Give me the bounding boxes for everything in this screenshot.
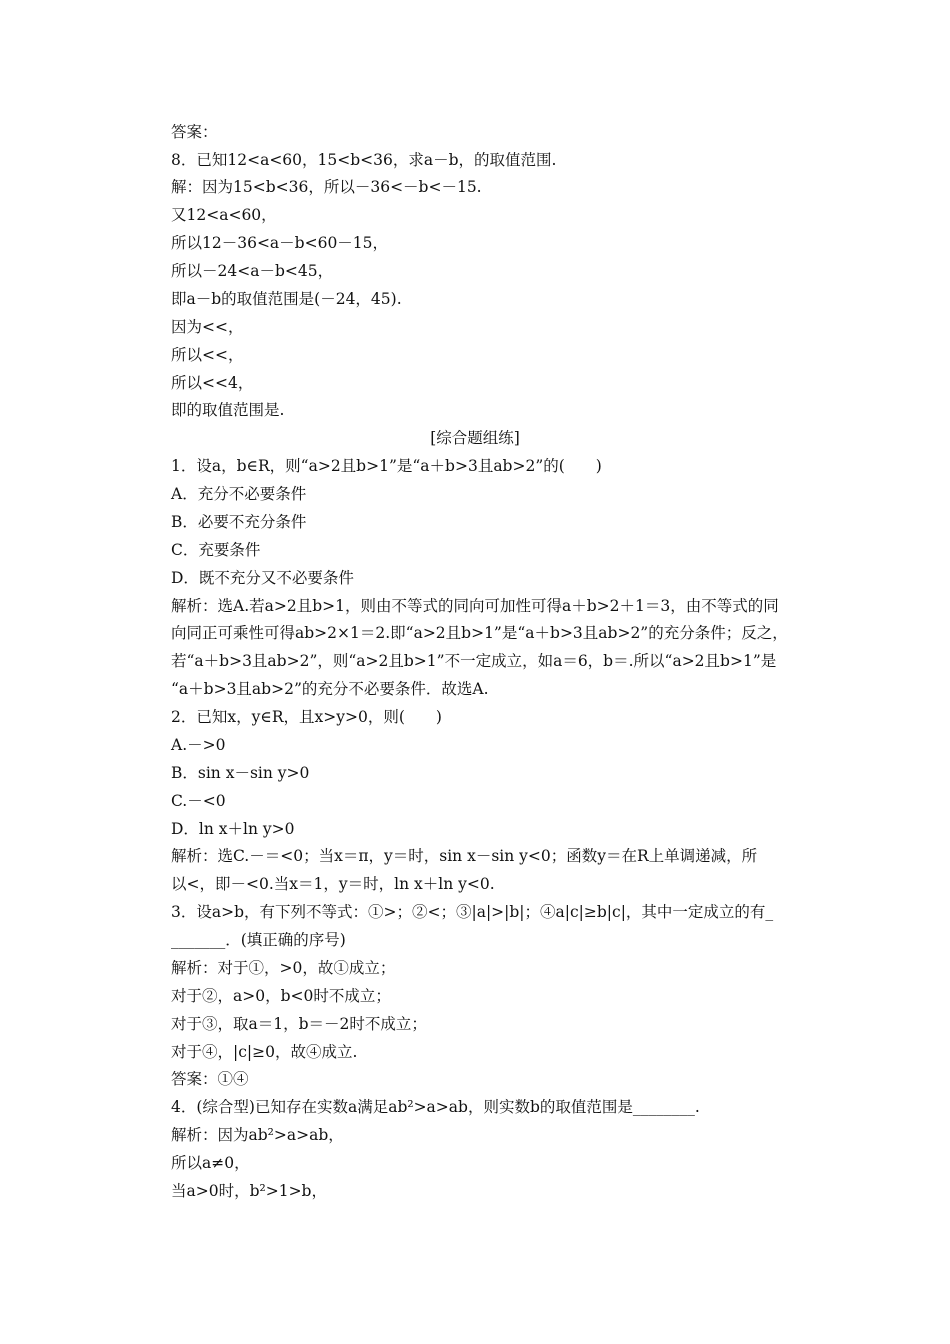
problem-2-option-d: D．ln x＋ln y>0 — [171, 820, 295, 838]
problem-3-statement-line-1: 3．设a>b，有下列不等式：①>；②<；③|a|>|b|；④a|c|≥b|c|，其中一定成立的有_ — [171, 903, 774, 921]
problem-2-option-c: C.－<0 — [171, 792, 226, 810]
section-heading: [综合题组练] — [430, 429, 520, 447]
solution-1-line-2: 向同正可乘性可得ab>2×1＝2.即“a>2且b>1”是“a＋b>3且ab>2”的充分条件；反之， — [171, 624, 788, 642]
problem-2-option-b: B．sin x－sin y>0 — [171, 764, 310, 782]
problem-4-statement: 4．(综合型)已知存在实数a满足ab²>a>ab，则实数b的取值范围是________. — [171, 1098, 700, 1116]
solution-3-line-4: 对于④，|c|≥0，故④成立. — [171, 1043, 358, 1061]
solution-8-line-5: 即a－b的取值范围是(－24，45). — [171, 290, 402, 308]
solution-8-line-4: 所以－24<a－b<45， — [171, 262, 334, 280]
solution-4-line-3: 当a>0时，b²>1>b， — [171, 1182, 327, 1200]
solution-8-line-3: 所以12－36<a－b<60－15， — [171, 234, 389, 252]
solution-4-line-1: 解析：因为ab²>a>ab， — [171, 1126, 344, 1144]
problem-1-statement: 1．设a，b∈R，则“a>2且b>1”是“a＋b>3且ab>2”的( ) — [171, 457, 602, 475]
problem-8-statement: 8．已知12<a<60，15<b<36，求a－b，的取值范围. — [171, 151, 557, 169]
solution-3-line-1: 解析：对于①，>0，故①成立； — [171, 959, 396, 977]
solution-3-line-3: 对于③，取a＝1，b＝－2时不成立； — [171, 1015, 427, 1033]
solution-8-line-9: 即的取值范围是. — [171, 401, 285, 419]
problem-3-statement-line-2: _______．(填正确的序号) — [171, 931, 346, 949]
problem-2-statement: 2．已知x，y∈R，且x>y>0，则( ) — [171, 708, 442, 726]
solution-8-line-1: 解：因为15<b<36，所以－36<－b<－15. — [171, 178, 482, 196]
solution-8-line-6: 因为<<， — [171, 318, 244, 336]
solution-4-line-2: 所以a≠0， — [171, 1154, 250, 1172]
solution-3-line-2: 对于②，a>0，b<0时不成立； — [171, 987, 391, 1005]
problem-1-option-d: D．既不充分又不必要条件 — [171, 569, 354, 587]
solution-8-line-8: 所以<<4， — [171, 374, 254, 392]
solution-1-line-1: 解析：选A.若a>2且b>1，则由不等式的同向可加性可得a＋b>2＋1＝3，由不等式的同 — [171, 597, 779, 615]
solution-1-line-3: 若“a＋b>3且ab>2”，则“a>2且b>1”不一定成立，如a＝6，b＝.所以“a>2且b>1”是 — [171, 652, 777, 670]
problem-1-option-c: C．充要条件 — [171, 541, 261, 559]
solution-1-line-4: “a＋b>3且ab>2”的充分不必要条件．故选A. — [171, 680, 489, 698]
solution-8-line-2: 又12<a<60， — [171, 206, 277, 224]
solution-2-line-1: 解析：选C.－＝<0；当x＝π，y＝时，sin x－sin y<0；函数y＝在R上单调递减，所 — [171, 847, 758, 865]
problem-1-option-a: A．充分不必要条件 — [171, 485, 307, 503]
solution-2-line-2: 以<，即－<0.当x＝1，y＝时，ln x＋ln y<0. — [171, 875, 495, 893]
problem-1-option-b: B．必要不充分条件 — [171, 513, 307, 531]
solution-8-line-7: 所以<<， — [171, 346, 244, 364]
answer-3: 答案：①④ — [171, 1070, 249, 1088]
answer-label: 答案： — [171, 123, 218, 141]
problem-2-option-a: A.－>0 — [171, 736, 226, 754]
